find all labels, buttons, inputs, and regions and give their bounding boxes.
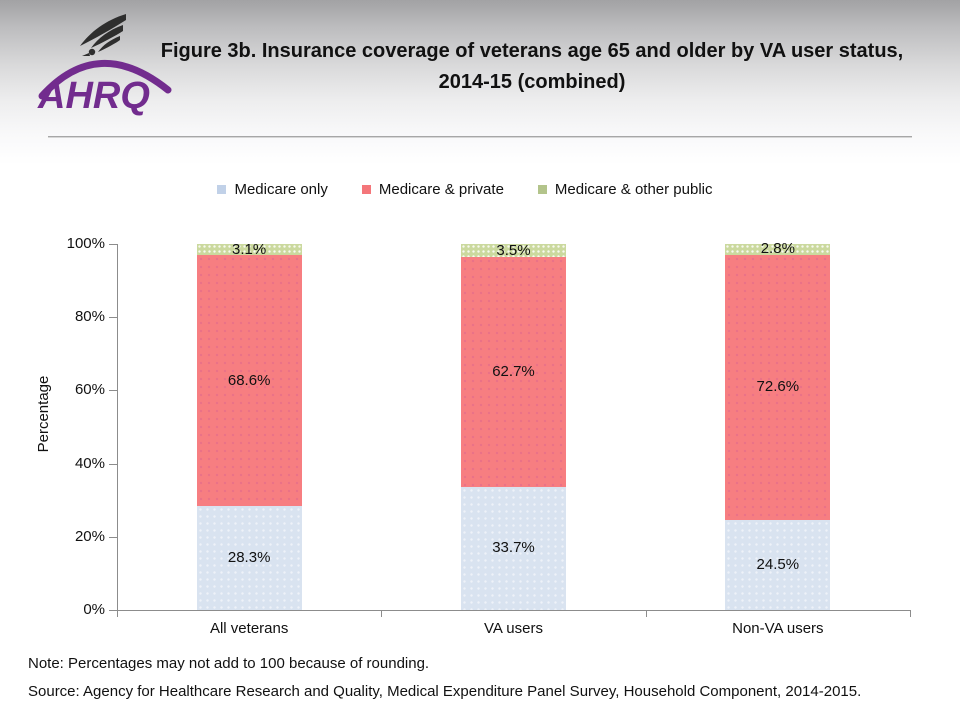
x-category-label-all-veterans: All veterans [209,620,289,637]
bar-value-label-medicare-only-all-veterans: 28.3% [227,549,271,567]
legend-label-medicare-only: Medicare only [234,180,328,198]
bar-value-label-medicare-private-non-va-users: 72.6% [756,378,800,396]
legend-item-medicare-only [217,181,327,198]
y-tick-label: 40% [74,454,105,472]
x-tick [117,611,118,617]
legend-label-medicare-other-public: Medicare & other public [554,180,713,198]
bar-value-label-medicare-other-public-all-veterans: 3.1% [232,240,267,258]
bar-value-label-medicare-other-public-va-users: 3.5% [496,241,531,259]
y-tick-label: 60% [74,381,105,399]
y-tick [109,390,117,391]
note-text: Note: Percentages may not add to 100 because of rounding. [28,655,430,672]
y-tick [109,464,117,465]
y-axis-line [117,244,118,611]
x-category-label-va-users: VA users [484,620,543,637]
divider [48,136,912,138]
bar-value-label-medicare-other-public-non-va-users: 2.8% [760,240,795,258]
ahrq-logo [36,10,166,120]
page-title: Figure 3b. Insurance coverage of veterans age 65 and older by VA user status, 2014-15 (combined) [160,40,904,93]
bar-value-label-medicare-private-all-veterans: 68.6% [227,371,271,389]
x-tick [646,611,647,617]
y-axis-title: Percentage [35,375,52,453]
y-tick-label: 20% [74,527,105,545]
y-tick [109,317,117,318]
y-tick-label: 100% [66,235,105,252]
x-category-label-non-va-users: Non-VA users [732,620,824,637]
svg-text:AHRQ: AHRQ [38,75,150,116]
legend-item-medicare-other-public [538,181,713,198]
bar-value-label-medicare-private-va-users: 62.7% [492,362,535,380]
x-axis-line [117,610,911,611]
y-tick-label: 80% [74,308,105,326]
x-tick [910,611,911,617]
legend-item-medicare-private [362,181,504,198]
legend [85,178,845,200]
y-tick [109,537,117,538]
legend-swatch-medicare-private [362,185,371,194]
legend-swatch-medicare-other-public [538,185,547,194]
y-tick [109,244,117,245]
bar-value-label-medicare-only-non-va-users: 24.5% [756,556,800,574]
y-tick-label: 0% [83,601,105,618]
bar-value-label-medicare-only-va-users: 33.7% [492,539,535,557]
y-tick [109,610,117,611]
legend-label-medicare-private: Medicare & private [378,180,504,198]
source-text: Source: Agency for Healthcare Research and Quality, Medical Expenditure Panel Survey, Household Component, 2014-2015. [28,683,862,700]
x-tick [381,611,382,617]
legend-swatch-medicare-only [217,185,226,194]
